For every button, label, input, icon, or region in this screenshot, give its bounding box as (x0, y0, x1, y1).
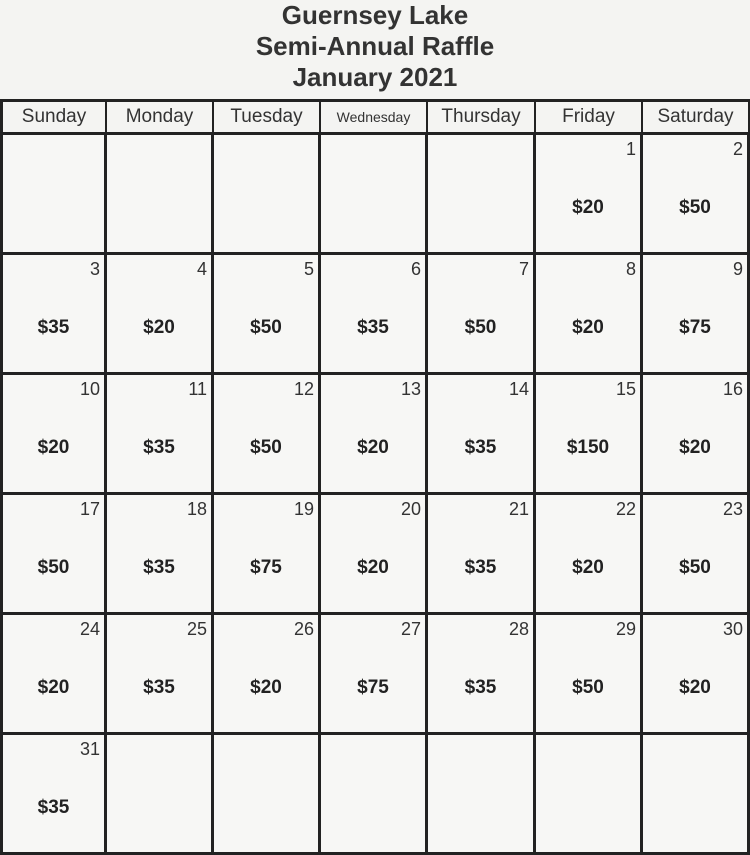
day-number: 30 (722, 619, 743, 639)
day-number: 25 (186, 619, 207, 639)
month-title: January 2021 (292, 62, 458, 92)
calendar-day-cell (643, 135, 750, 255)
prize-amount: $35 (357, 317, 389, 338)
calendar-day-cell (321, 615, 428, 735)
calendar-day-cell (428, 135, 536, 255)
day-number: 11 (188, 379, 207, 399)
day-number: 9 (732, 259, 743, 279)
calendar-day-cell (321, 495, 428, 615)
weekday-header-wednesday: Wednesday (321, 102, 428, 135)
calendar-day-cell (536, 495, 643, 615)
prize-amount: $35 (143, 557, 175, 578)
day-number: 5 (303, 259, 314, 279)
day-number: 17 (79, 499, 100, 519)
calendar-day-cell (536, 135, 643, 255)
day-number: 23 (722, 499, 743, 519)
calendar-day-cell (0, 615, 107, 735)
calendar-day-cell (107, 495, 214, 615)
prize-amount: $20 (572, 317, 604, 338)
prize-amount: $20 (679, 437, 711, 458)
day-number: 14 (508, 379, 529, 399)
prize-amount: $20 (357, 557, 389, 578)
calendar-day-cell (536, 375, 643, 495)
calendar-day-cell (643, 615, 750, 735)
calendar-day-cell (214, 495, 321, 615)
day-number: 19 (293, 499, 314, 519)
day-number: 10 (79, 379, 100, 399)
calendar-day-cell (643, 495, 750, 615)
day-number: 13 (400, 379, 421, 399)
calendar-header (0, 0, 750, 100)
day-number: 27 (400, 619, 421, 639)
calendar-day-cell (428, 735, 536, 855)
day-number: 22 (615, 499, 636, 519)
weekday-header-saturday: Saturday (643, 102, 750, 135)
day-number: 31 (79, 739, 100, 759)
prize-amount: $20 (37, 677, 70, 698)
calendar-day-cell (214, 735, 321, 855)
calendar-day-cell (321, 375, 428, 495)
calendar-day-cell (0, 495, 107, 615)
day-number: 8 (625, 259, 636, 279)
day-number: 4 (196, 259, 207, 279)
calendar-day-cell (536, 735, 643, 855)
weekday-header-sunday: Sunday (0, 102, 107, 135)
calendar-day-cell (214, 615, 321, 735)
day-number: 29 (615, 619, 636, 639)
day-number: 26 (293, 619, 314, 639)
prize-amount: $50 (250, 437, 282, 458)
prize-amount: $20 (572, 557, 604, 578)
calendar-day-cell (107, 615, 214, 735)
prize-amount: $20 (679, 677, 711, 698)
prize-amount: $50 (679, 557, 711, 578)
weekday-header-monday: Monday (107, 102, 214, 135)
prize-amount: $35 (464, 557, 497, 578)
day-number: 21 (508, 499, 529, 519)
raffle-title: Semi-Annual Raffle (255, 31, 495, 61)
day-number: 18 (186, 499, 207, 519)
calendar-day-cell (0, 255, 107, 375)
prize-amount: $75 (250, 557, 282, 578)
prize-amount: $50 (37, 557, 70, 578)
prize-amount: $20 (143, 317, 175, 338)
prize-amount: $50 (679, 197, 711, 218)
weekday-header-tuesday: Tuesday (214, 102, 321, 135)
day-number: 20 (400, 499, 421, 519)
prize-amount: $20 (37, 437, 70, 458)
day-number: 15 (615, 379, 636, 399)
calendar-day-cell (428, 495, 536, 615)
weekday-header-thursday: Thursday (428, 102, 536, 135)
prize-amount: $35 (143, 437, 175, 458)
prize-amount: $20 (572, 197, 604, 218)
calendar-day-cell (107, 375, 214, 495)
day-number: 3 (89, 259, 100, 279)
calendar-day-cell (428, 615, 536, 735)
calendar-day-cell (428, 375, 536, 495)
organization-title: Guernsey Lake (281, 0, 469, 30)
calendar-day-cell (214, 135, 321, 255)
prize-amount: $35 (37, 797, 70, 818)
prize-amount: $75 (679, 317, 711, 338)
calendar-day-cell (643, 375, 750, 495)
prize-amount: $20 (357, 437, 389, 458)
prize-amount: $50 (250, 317, 282, 338)
prize-amount: $35 (464, 677, 497, 698)
calendar-day-cell (107, 135, 214, 255)
calendar-day-cell (107, 735, 214, 855)
day-number: 6 (410, 259, 421, 279)
calendar-day-cell (428, 255, 536, 375)
prize-amount: $75 (357, 677, 389, 698)
day-number: 24 (79, 619, 100, 639)
calendar-day-cell (321, 135, 428, 255)
prize-amount: $50 (572, 677, 604, 698)
day-number: 7 (518, 259, 529, 279)
calendar-day-cell (643, 255, 750, 375)
day-number: 28 (508, 619, 529, 639)
day-number: 1 (625, 139, 636, 159)
calendar-grid (0, 99, 750, 849)
prize-amount: $35 (464, 437, 497, 458)
prize-amount: $20 (250, 677, 282, 698)
calendar-day-cell (0, 735, 107, 855)
calendar-day-cell (107, 255, 214, 375)
calendar-day-cell (536, 615, 643, 735)
calendar-day-cell (321, 255, 428, 375)
prize-amount: $35 (143, 677, 175, 698)
calendar-day-cell (536, 255, 643, 375)
calendar-day-cell (214, 375, 321, 495)
weekday-header-friday: Friday (536, 102, 643, 135)
calendar-day-cell (0, 135, 107, 255)
day-number: 12 (293, 379, 314, 399)
prize-amount: $35 (37, 317, 70, 338)
calendar-day-cell (643, 735, 750, 855)
day-number: 16 (722, 379, 743, 399)
day-number: 2 (732, 139, 743, 159)
calendar-day-cell (214, 255, 321, 375)
prize-amount: $150 (566, 437, 610, 458)
prize-amount: $50 (464, 317, 497, 338)
calendar-day-cell (0, 375, 107, 495)
calendar-day-cell (321, 735, 428, 855)
